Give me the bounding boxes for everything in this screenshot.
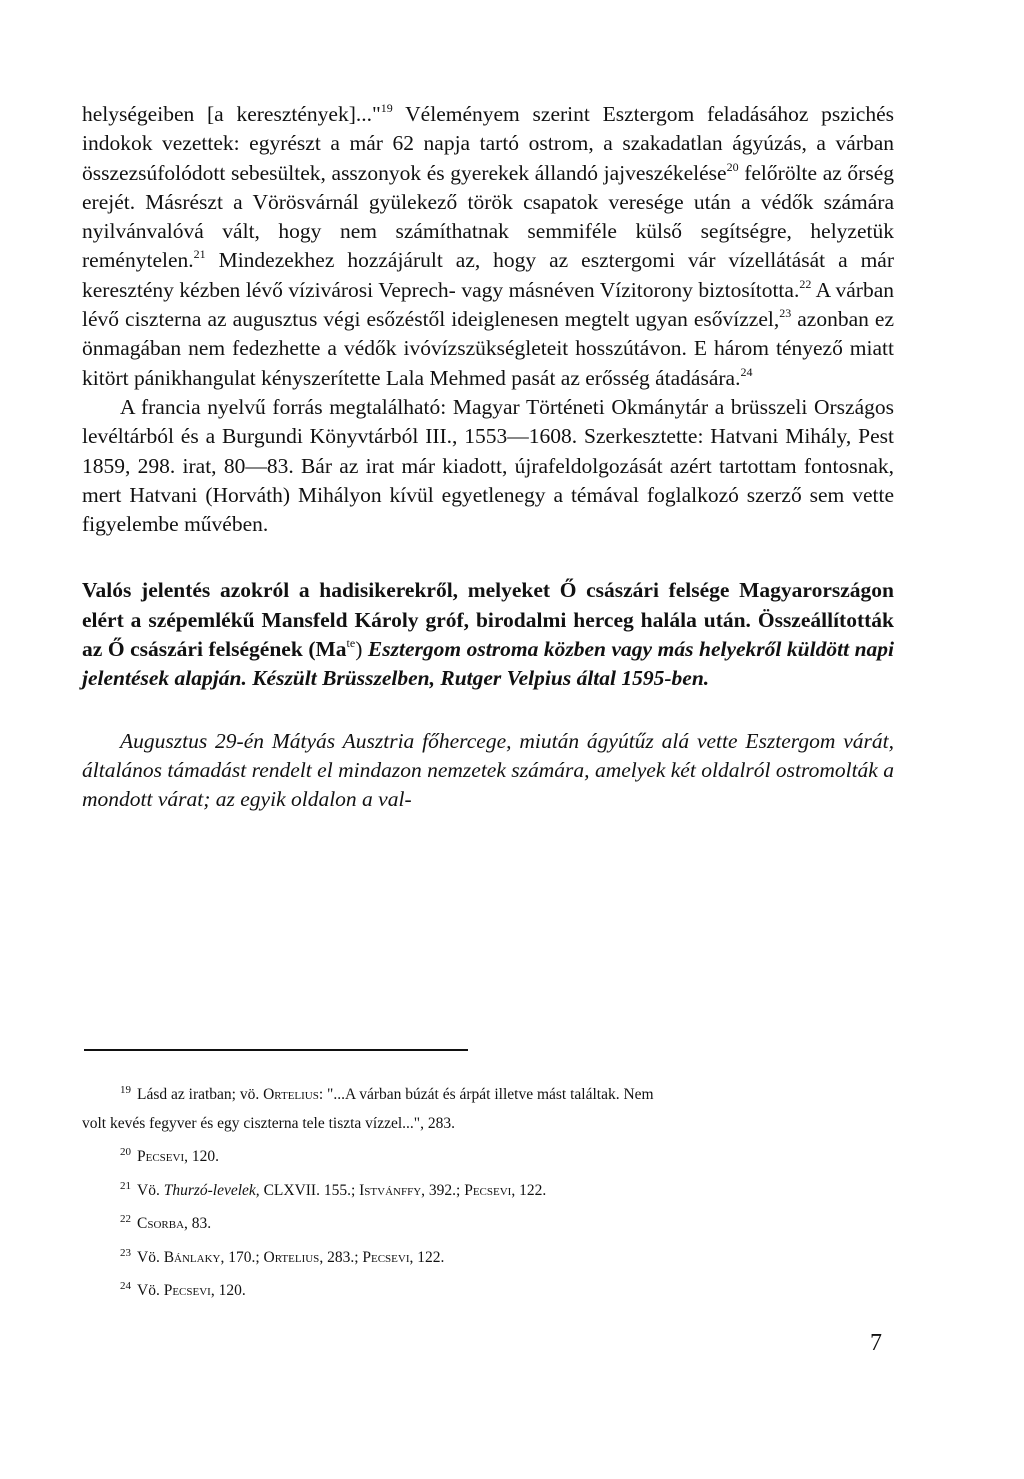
footnote-number: 20 [120,1146,131,1158]
heading-close-paren: ) [355,637,363,662]
footnote-text: , 170.; [220,1248,264,1266]
paragraph-1-text: azonban ez önmagában nem fedezhette a védők ivóvízszükségleteit hosszútávon. E három tényező miatt kitört pánikhangulat kényszerítette Lala Mehmed pasát az erősség átadására. [82,307,895,390]
footnote-ref-23[interactable]: 23 [779,306,792,321]
paragraph-2-text: A francia nyelvű forrás megtalálható: Magyar Történeti Okmánytár a brüsszeli Országos levéltárból és a Burgundi Könyvtárból III., 1553—1608. Szerkesztette: Hatvani Mihály, Pest 1859, 298. irat, 80—83. Bár az irat már kiadott, újrafeldolgozását azért tartottam fontosnak, mert Hatvani (Horváth) Mihályon kívül egyetlenegy a témával foglalkozó szerző sem vette figyelembe művében. [82,394,894,537]
italic-paragraph [82,727,894,815]
footnote-text: , 122. [511,1181,547,1199]
paragraph-1-text: helységeiben [a keresztények]..." [82,102,381,126]
footnote-20 [82,1138,894,1172]
footnote-author: Pecsevi [163,1282,211,1299]
paragraph-2 [82,393,894,539]
footnote-19 [82,1076,894,1110]
italic-paragraph-text: Augusztus 29-én Mátyás Ausztria főhercege, miután ágyútűz alá vette Esztergom várát, általános támadást rendelt el mindazon nemzetek számára, amelyek két oldalról ostromolták a mondott várat; az egyik oldalon a val- [82,728,894,812]
footnote-23 [82,1239,894,1273]
footnote-author: Istvánffy [359,1181,422,1199]
footnote-19-continued: volt kevés fegyver és egy ciszterna tele tiszta vízzel...", 283. [82,1114,456,1132]
footnote-text: , 122. [409,1248,445,1266]
heading-superscript: te [346,636,356,651]
paragraph-1-text: felőrölte az őrség erejét. Másrészt a Vörösvárnál gyülekező török csapatok veresége után a védők számára nyilvánvalóvá vált, hogy nem számíthatnak semmiféle külső segítségre, helyzetük reménytelen. [82,160,894,273]
footnote-text: Lásd az iratban; vö. [137,1086,264,1103]
footnote-22 [82,1205,894,1239]
footnote-ref-21[interactable]: 21 [193,247,206,262]
footnote-ref-19[interactable]: 19 [380,101,393,115]
footnote-text: Vö. [137,1248,164,1266]
footnote-ref-20[interactable]: 20 [726,159,739,174]
footnote-author: Pecsevi [362,1248,410,1266]
footnote-separator [84,1049,468,1051]
footnote-text: Vö. [137,1282,164,1299]
footnote-text: , 392.; [421,1181,465,1199]
footnote-author: Pecsevi [137,1148,185,1165]
footnote-title: Thurzó-levelek, [163,1181,260,1199]
footnote-text: , 120. [210,1282,246,1299]
page-body [82,100,894,836]
footnote-text: CLXVII. 155.; [259,1181,360,1199]
footnote-text: , 283.; [319,1248,363,1266]
footnote-text: , 83. [184,1215,212,1232]
footnote-author: Pecsevi [464,1181,512,1199]
footnote-number: 21 [120,1179,131,1192]
footnote-text: : "...A várban búzát és árpát illetve mást találtak. Nem [318,1086,654,1103]
footnote-author: Ortelius [263,1248,320,1266]
footnote-text: Vö. [137,1181,164,1199]
paragraph-1-text: Mindezekhez hozzájárult az, hogy az esztergomi vár vízellátását a már keresztény kézben lévő vízivárosi Veprech- vagy másnéven Vízitorony biztosította. [82,248,894,302]
paragraph-1 [82,100,894,393]
page-number: 7 [870,1330,882,1356]
footnote-number: 22 [120,1213,131,1225]
footnote-number: 24 [120,1280,131,1292]
paragraph-1-text: A várban lévő ciszterna az augusztus végi esőzéstől ideiglenesen megtelt ugyan esővízzel, [82,277,894,332]
footnote-text: , 120. [184,1148,219,1165]
footnote-author: Bánlaky [163,1248,221,1266]
footnote-ref-24[interactable]: 24 [740,364,753,379]
footnote-ref-22[interactable]: 22 [799,276,812,291]
document-heading [82,576,894,693]
heading-italic-text: Esztergom ostroma közben vagy más helyekről küldött napi jelentések alapján. Készült Brüsszelben, Rutger Velpius által 1595-ben. [82,637,895,691]
footnote-number: 19 [120,1084,131,1096]
footnote-author: Csorba [137,1215,185,1232]
paragraph-1-text: Véleményem szerint Esztergom feladásához pszichés indokok vezettek: egyrészt a már 62 napja tartó ostrom, a szakadatlan ágyúzás, a várban összezsúfolódott sebesültek, asszonyok és gyerekek állandó jajveszékelése [82,102,895,185]
footnote-number: 23 [120,1246,131,1259]
footnote-author: Ortelius [263,1086,319,1103]
footnote-24 [82,1272,894,1306]
footnote-21 [82,1172,894,1206]
heading-bold-text: Valós jelentés azokról a hadisikerekről, melyeket Ő császári felsége Magyarországon elért a szépemlékű Mansfeld Károly gróf, birodalmi herceg halála után. Összeállították az Ő császári felségének (Ma [82,578,894,662]
footnotes [82,1076,894,1306]
